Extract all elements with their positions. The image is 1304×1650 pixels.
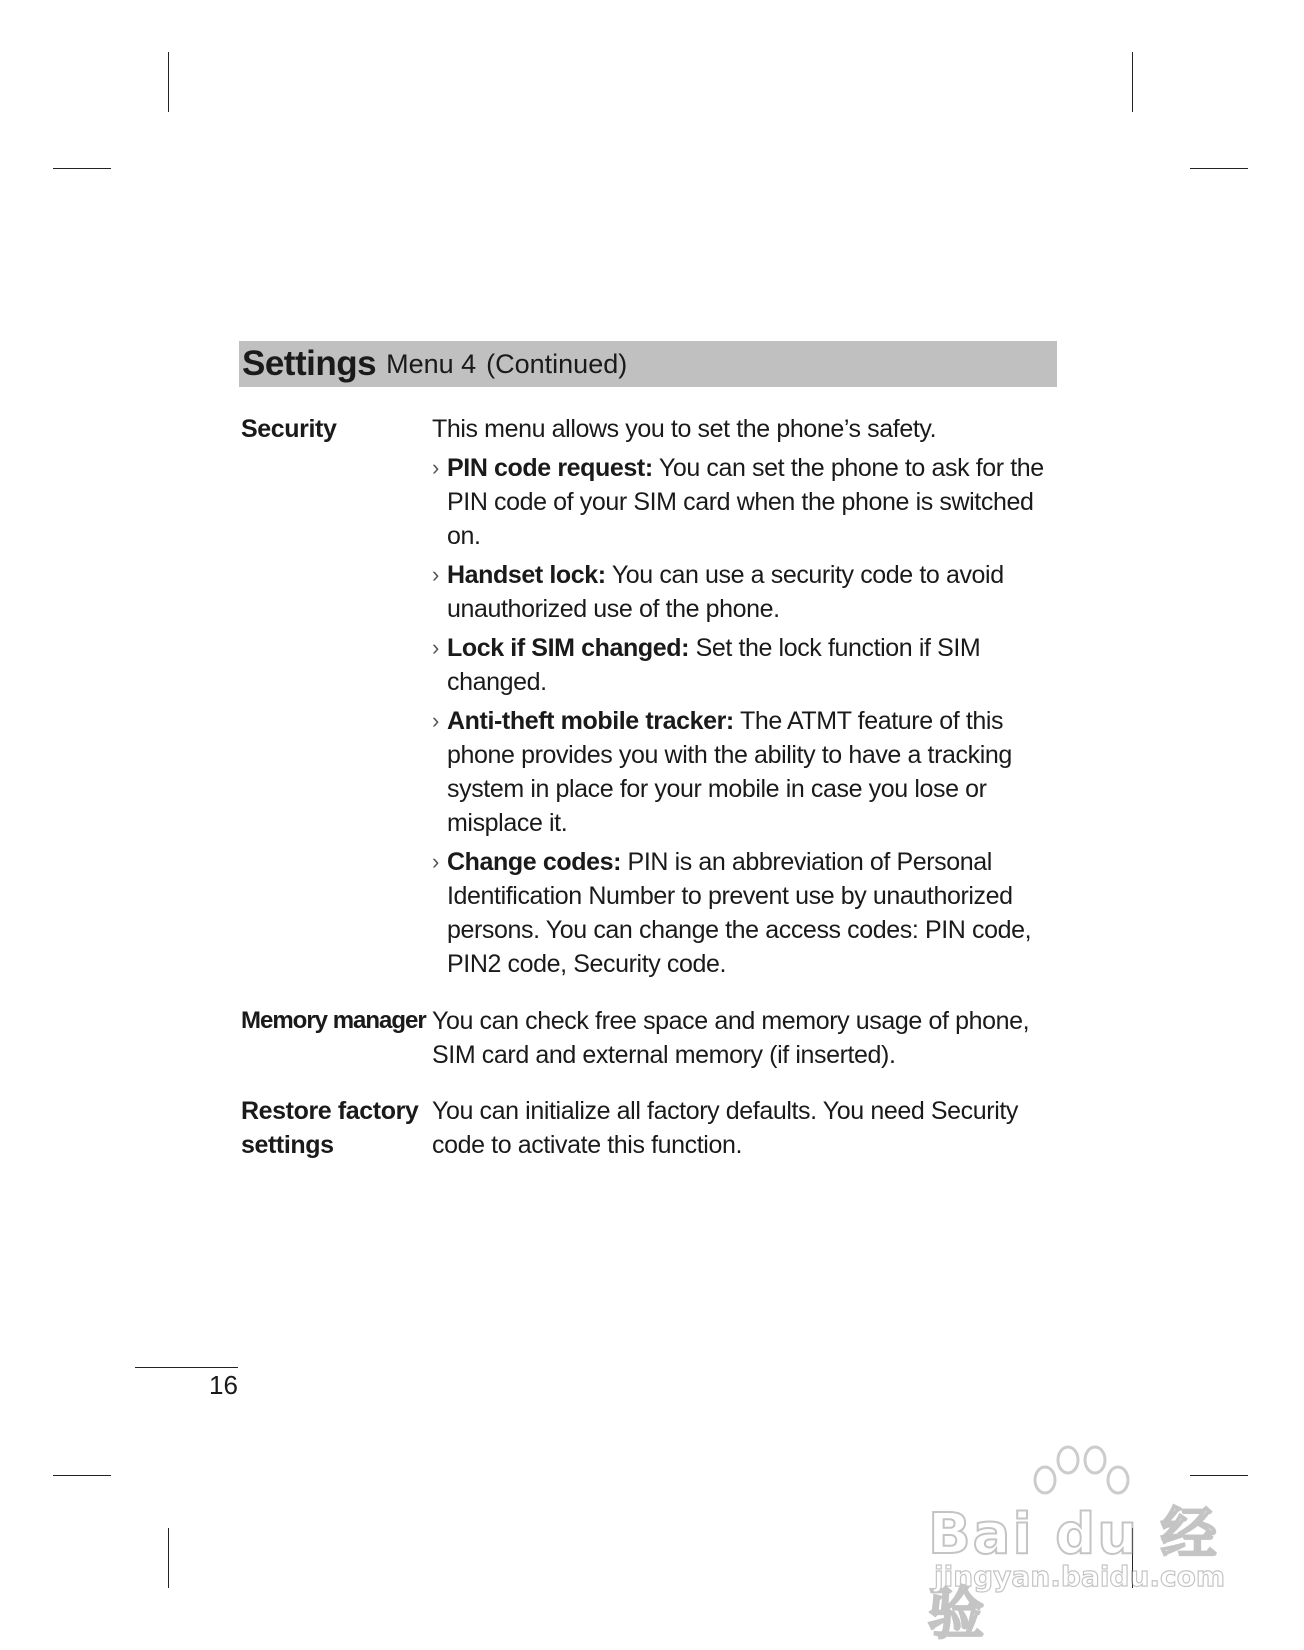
bullet-title: Handset lock:: [447, 561, 606, 589]
bullet-text: You can set the phone to ask for the PIN code of your SIM card when the phone is switched on.: [447, 454, 1044, 550]
page-number: 16: [209, 1370, 238, 1400]
chevron-right-icon: ›: [432, 635, 439, 660]
chevron-right-icon: ›: [432, 708, 439, 733]
section-header-bar: [239, 341, 1057, 387]
crop-mark-top-right-vertical: [1132, 52, 1133, 112]
security-row: [241, 412, 1061, 986]
bullet-pin-code-request: [432, 451, 1061, 553]
memory-manager-label: Memory manager: [241, 1007, 426, 1034]
bullet-text: Set the lock function if SIM changed.: [447, 634, 981, 696]
bullet-text: You can use a security code to avoid unauthorized use of the phone.: [447, 561, 1004, 623]
baidu-watermark: [928, 1442, 1228, 1647]
continued-label: (Continued): [486, 348, 628, 379]
watermark-brand: Bai du 经验: [928, 1502, 1219, 1647]
restore-factory-row: [241, 1094, 1061, 1162]
page-title: Settings: [242, 344, 377, 383]
crop-mark-top-left-horizontal: [53, 168, 111, 169]
crop-mark-bottom-left-vertical: [168, 1528, 169, 1588]
bullet-lock-if-sim-changed: [432, 631, 1061, 699]
crop-mark-top-left-vertical: [168, 52, 169, 112]
bullet-title: Anti-theft mobile tracker:: [447, 707, 734, 735]
chevron-right-icon: ›: [432, 849, 439, 874]
crop-mark-top-right-horizontal: [1190, 168, 1248, 169]
bullet-title: PIN code request:: [447, 454, 653, 482]
restore-factory-label-line2: settings: [241, 1131, 334, 1159]
restore-factory-label-line1: Restore factory: [241, 1097, 419, 1125]
bullet-anti-theft-tracker: [432, 704, 1061, 840]
security-description: [432, 412, 1061, 986]
bullet-title: Lock if SIM changed:: [447, 634, 690, 662]
chevron-right-icon: ›: [432, 562, 439, 587]
security-intro: This menu allows you to set the phone’s safety.: [432, 415, 937, 443]
security-label: Security: [241, 415, 337, 443]
bullet-text: The ATMT feature of this phone provides you with the ability to have a tracking system in place for your mobile in case you lose or misplace it.: [447, 707, 1012, 837]
memory-manager-description: You can check free space and memory usage of phone, SIM card and external memory (if inserted).: [432, 1007, 1030, 1069]
crop-mark-bottom-left-horizontal: [53, 1475, 111, 1476]
bullet-title: Change codes:: [447, 848, 621, 876]
bullet-change-codes: [432, 845, 1061, 981]
chevron-right-icon: ›: [432, 455, 439, 480]
restore-factory-description: You can initialize all factory defaults. You need Security code to activate this function.: [432, 1097, 1018, 1159]
watermark-url: jingyan.baidu.com: [934, 1560, 1226, 1593]
bullet-text: PIN is an abbreviation of Personal Identification Number to prevent use by unauthorized persons. You can change the access codes: PIN code, PIN2 code, Security code.: [447, 848, 1032, 978]
bullet-handset-lock: [432, 558, 1061, 626]
menu-number: Menu 4: [386, 348, 477, 379]
memory-manager-row: [241, 1004, 1061, 1072]
restore-factory-label: [241, 1094, 432, 1162]
settings-content: [241, 412, 1061, 1162]
page-number-rule: [135, 1367, 238, 1368]
